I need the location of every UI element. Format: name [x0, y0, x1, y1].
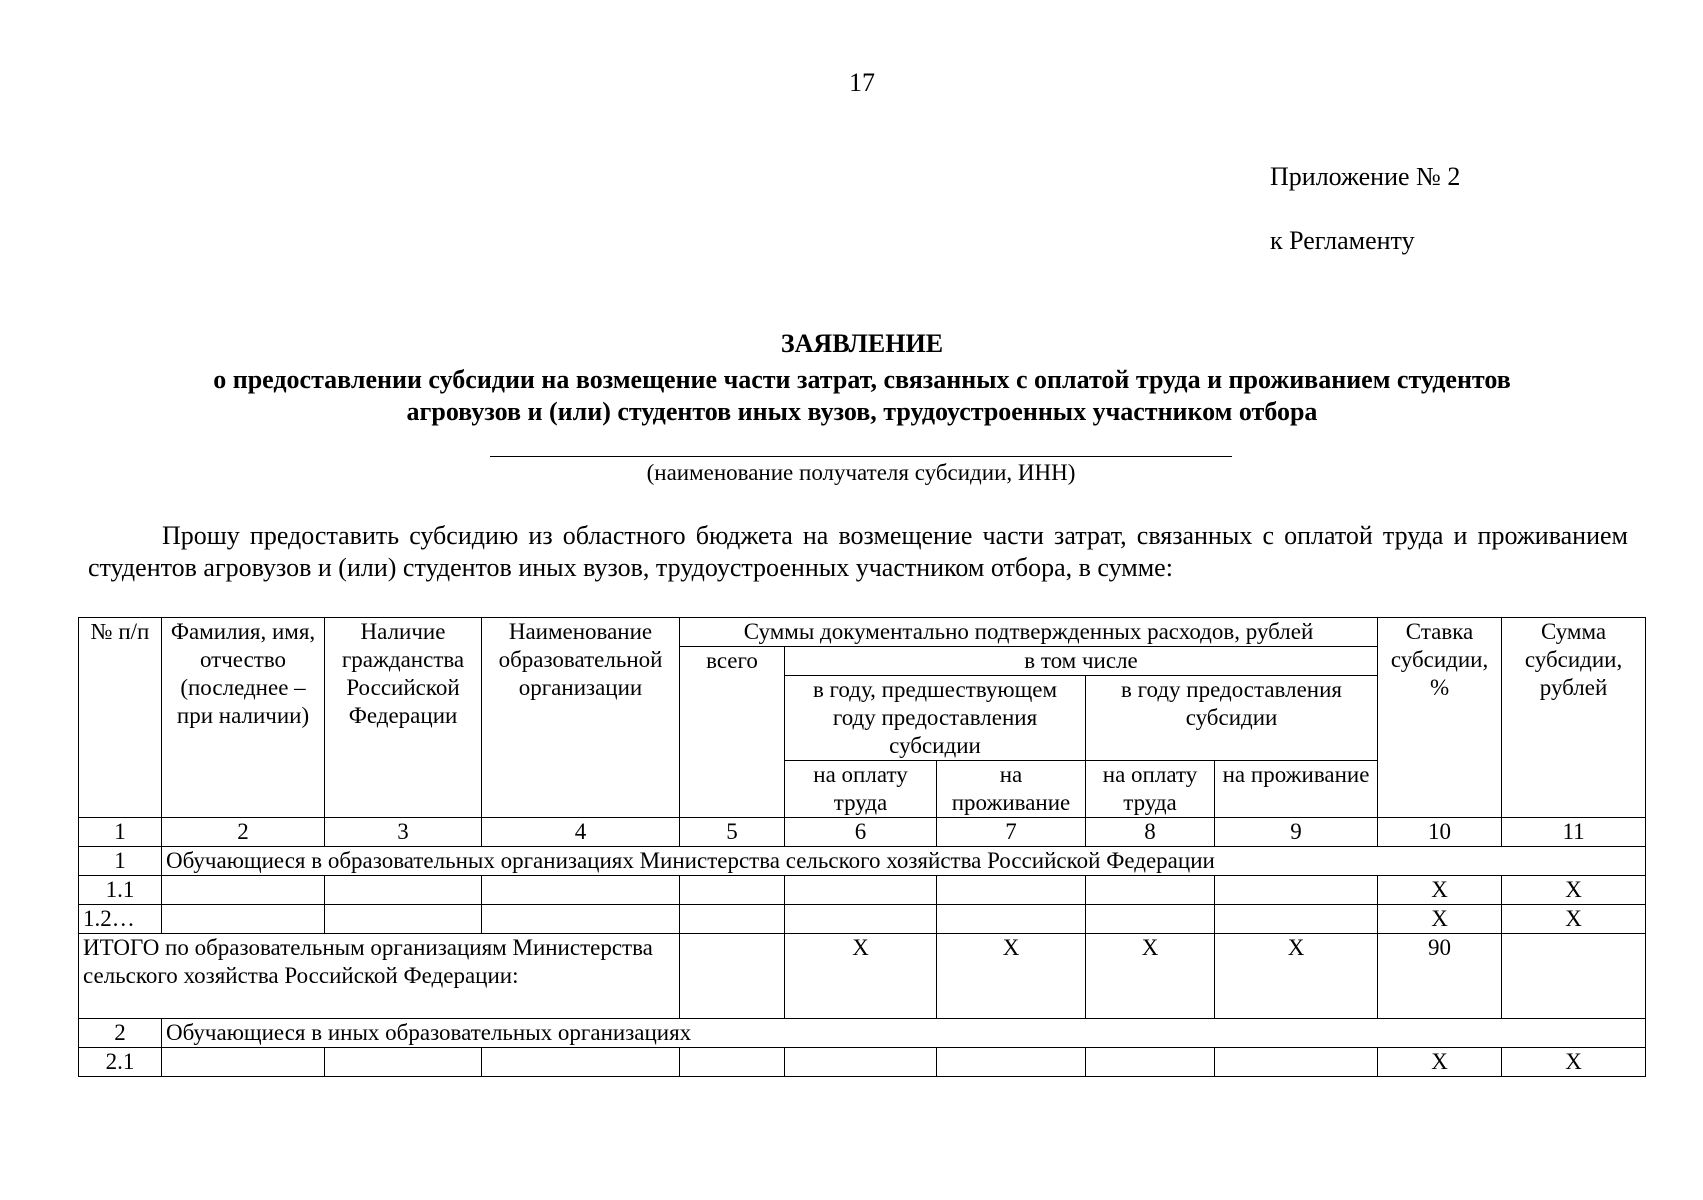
appendix-reference: к Регламенту: [1270, 226, 1415, 255]
column-number: 6: [785, 818, 937, 847]
recipient-caption: (наименование получателя субсидии, ИНН): [646, 460, 1076, 485]
input-cell[interactable]: [1086, 905, 1215, 934]
header-prev-housing: на проживание: [937, 761, 1086, 818]
header-total: всего: [680, 647, 785, 818]
input-cell[interactable]: [937, 905, 1086, 934]
section-2-num: 2: [79, 1019, 162, 1048]
section-2-label: Обучающиеся в иных образовательных организациях: [162, 1019, 1646, 1048]
header-cur-labor: на оплату труда: [1086, 761, 1215, 818]
page-number: 17: [849, 68, 875, 97]
header-rate: Ставка субсидии, %: [1378, 618, 1502, 818]
input-cell[interactable]: [1086, 1048, 1215, 1077]
header-citizenship: Наличие гражданства Российской Федерации: [325, 618, 482, 818]
column-number: 5: [680, 818, 785, 847]
column-number: 11: [1502, 818, 1646, 847]
total-cell: X: [1086, 934, 1215, 1019]
column-number: 2: [162, 818, 325, 847]
input-cell[interactable]: [162, 876, 325, 905]
total-cell: X: [937, 934, 1086, 1019]
row-num: 1.2…: [79, 905, 162, 934]
column-number: 4: [482, 818, 680, 847]
input-cell[interactable]: [1086, 876, 1215, 905]
appendix-number: Приложение № 2: [1270, 162, 1461, 191]
document-title: ЗАЯВЛЕНИЕ: [780, 329, 944, 358]
input-cell[interactable]: [937, 876, 1086, 905]
amount-cell: X: [1502, 905, 1646, 934]
header-prev-year: в году, предшествующем году предоставления субсидии: [785, 676, 1086, 761]
request-paragraph: Прошу предоставить субсидию из областного бюджета на возмещение части затрат, связанных с оплатой труда и проживанием студентов агровузов и (или) студентов иных вузов, трудоустроенных участником отбора, в сумме:: [88, 521, 1628, 582]
header-cur-year: в году предоставления субсидии: [1086, 676, 1378, 761]
header-name: Фамилия, имя, отчество (последнее – при наличии): [162, 618, 325, 818]
header-including: в том числе: [785, 647, 1378, 676]
row-num: 1.1: [79, 876, 162, 905]
input-cell[interactable]: [680, 876, 785, 905]
column-number: 8: [1086, 818, 1215, 847]
header-expenses: Суммы документально подтвержденных расходов, рублей: [680, 618, 1378, 647]
input-cell[interactable]: [785, 1048, 937, 1077]
table-row: [79, 876, 1646, 905]
input-cell[interactable]: [482, 876, 680, 905]
input-cell[interactable]: [482, 1048, 680, 1077]
recipient-blank-line[interactable]: [490, 456, 1232, 457]
column-number: 3: [325, 818, 482, 847]
input-cell[interactable]: [1215, 1048, 1378, 1077]
document-subtitle-line-1: о предоставлении субсидии на возмещение части затрат, связанных с оплатой труда и проживанием студентов: [213, 365, 1511, 394]
input-cell[interactable]: [680, 934, 785, 1019]
input-cell[interactable]: [785, 876, 937, 905]
input-cell[interactable]: [482, 905, 680, 934]
document-subtitle-line-2: агровузов и (или) студентов иных вузов, трудоустроенных участником отбора: [406, 397, 1318, 426]
total-cell: X: [1215, 934, 1378, 1019]
header-organization: Наименование образовательной организации: [482, 618, 680, 818]
column-number-row: [79, 818, 1646, 847]
total-cell: X: [785, 934, 937, 1019]
input-cell[interactable]: [1215, 905, 1378, 934]
amount-cell: X: [1502, 876, 1646, 905]
header-cur-housing: на проживание: [1215, 761, 1378, 818]
input-cell[interactable]: [325, 1048, 482, 1077]
rate-cell: X: [1378, 876, 1502, 905]
rate-cell: X: [1378, 1048, 1502, 1077]
section-1-label: Обучающиеся в образовательных организациях Министерства сельского хозяйства Российской Федерации: [162, 847, 1646, 876]
input-cell[interactable]: [680, 1048, 785, 1077]
input-cell[interactable]: [680, 905, 785, 934]
table-row: [79, 905, 1646, 934]
column-number: 1: [79, 818, 162, 847]
section-1-total-label: ИТОГО по образовательным организациям Министерства сельского хозяйства Российской Федерации:: [79, 934, 680, 1019]
rate-cell: X: [1378, 905, 1502, 934]
total-rate-cell: 90: [1378, 934, 1502, 1019]
section-2-row: [79, 1019, 1646, 1048]
input-cell[interactable]: [325, 905, 482, 934]
header-num: № п/п: [79, 618, 162, 818]
input-cell[interactable]: [1215, 876, 1378, 905]
input-cell[interactable]: [1502, 934, 1646, 1019]
column-number: 9: [1215, 818, 1378, 847]
section-1-total-row: [79, 934, 1646, 1019]
amount-cell: X: [1502, 1048, 1646, 1077]
input-cell[interactable]: [785, 905, 937, 934]
header-prev-labor: на оплату труда: [785, 761, 937, 818]
section-1-num: 1: [79, 847, 162, 876]
subsidy-table: [78, 617, 1646, 1077]
column-number: 7: [937, 818, 1086, 847]
row-num: 2.1: [79, 1048, 162, 1077]
input-cell[interactable]: [162, 1048, 325, 1077]
section-1-row: [79, 847, 1646, 876]
header-amount: Сумма субсидии, рублей: [1502, 618, 1646, 818]
input-cell[interactable]: [162, 905, 325, 934]
header-row-1: [79, 618, 1646, 647]
input-cell[interactable]: [325, 876, 482, 905]
column-number: 10: [1378, 818, 1502, 847]
input-cell[interactable]: [937, 1048, 1086, 1077]
table-row: [79, 1048, 1646, 1077]
